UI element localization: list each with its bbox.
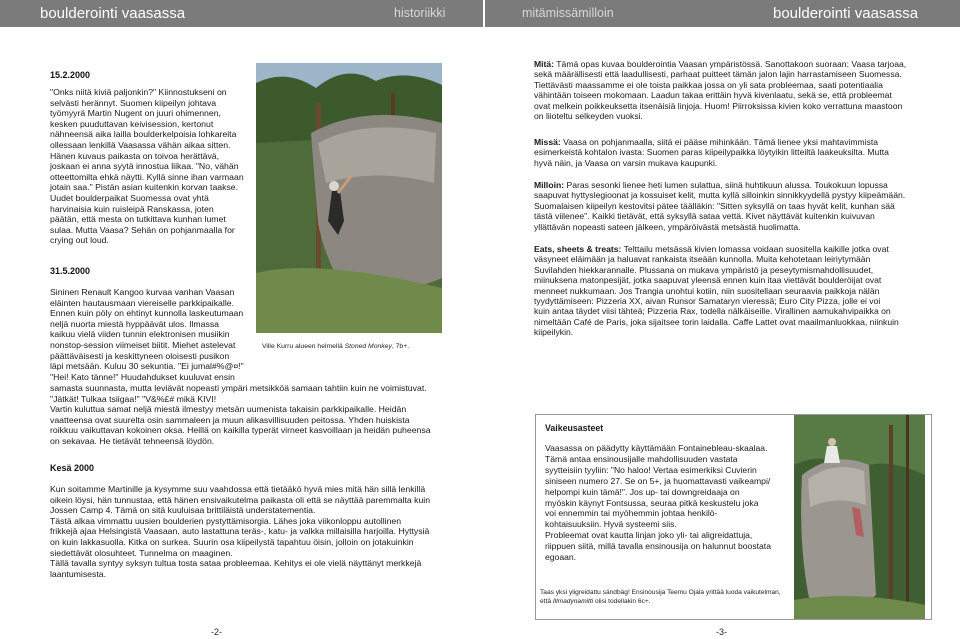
text-line: sekä määrällisesti että laadullisesti, parhaat puitteet tämän jalon lajin harrastamiseen Suomessa.: [534, 69, 902, 80]
text-line: Tämä antaa ensinousijalle mahdollisuuden vastata: [545, 453, 738, 464]
text-line: nähneensä aika lailla boulderkelpoisia lohkareita: [50, 129, 237, 140]
text-line: Jossen Camp 4. Tämä on sitä kuuluisaa brittiläistä understatementia.: [50, 505, 316, 516]
text-line: menneet nukkumaan. Jos Trangia unohtui kotiin, niin suositellaan seuraavia paikkoja nälän: [534, 285, 880, 296]
text-line: neljä nuorta miestä hyppäävät ulos. Ilmassa: [50, 318, 220, 329]
header-tab-what-where-when[interactable]: mitämissämilloin: [522, 6, 614, 20]
text-line: vaatteensa ovat suurelta osin sammaleen ja muun alikasvillisuuden peitossa. Yhden huiskista: [50, 414, 410, 425]
text-line: Probleemat ovat kautta linjan joko yli- tai aligreidattuja,: [545, 530, 753, 541]
text-line: siedettävät olosuhteet. Tunnelma on maaginen.: [50, 547, 233, 558]
entry-text: [50, 287, 250, 382]
text-line: harvinaisia kuin ruisleipä Ranskassa, joten: [50, 203, 214, 214]
text-line: "Onks niitä kiviä paljonkin?" Kiinnostukseni on: [50, 87, 227, 97]
text-line: hyvä näin, ja Vaasa on varsin mukava kaupunki.: [534, 157, 718, 168]
text-line: esimerkeistä kohtalon ivasta: Suomen paras kiipeilypaikka löytyikin litteiltä laakeuksilta. Mutta: [534, 147, 889, 158]
text-line: päätän, että mesta on tutkittava kunhan lumet: [50, 214, 226, 225]
page-number-right: -3-: [716, 627, 727, 637]
text-line: kuin antaa täydet viisi tähteä; Pizzeria Rax, todella nälkäiseille. Virallinen aamukahvipaikka on: [534, 306, 891, 317]
text-line: väsyneet eläimään ja haluavat rankaista itseään kunnolla. Muita kehotetaan leiriytymään: [534, 254, 871, 265]
text-line: Sininen Renault Kangoo kurvaa vanhan Vaasan: [50, 287, 235, 297]
text-line: myöskin käynyt Fontsussa, seuraa pitkä keskustelu joka: [545, 497, 759, 508]
guide-section-where: [534, 137, 934, 168]
header-title-left: boulderointi vaasassa: [40, 5, 186, 22]
text-line: miinuksena matonpesijät, jotka saapuvat yleensä ennen kuin itaa viettävät boulderöijat ovat: [534, 275, 882, 286]
entry-text: [50, 383, 450, 447]
text-line: työmyyrä Martin Nugent on juuri ohimennen,: [50, 108, 221, 119]
text-line: oikein löysi, hän tunnustaa, että hänen ensivaikutelma paikasta oli että se näyttää paremmalta kuin: [50, 494, 431, 505]
text-line: crying out loud.: [50, 235, 109, 246]
text-line: nonstop-session viimeiset biitit. Miehet astelevat: [50, 339, 236, 350]
climber-photo: [256, 63, 442, 333]
text-line: ollessaan lenkillä Vaasassa vähän aikaa sitten.: [50, 139, 231, 150]
entry-text: [50, 484, 450, 579]
text-line: Tiettävästi maassamme ei ole toista paikkaa jossa on yli sata probleemaa, saati potentiaalia: [534, 79, 883, 90]
text-line: frikkejä ajaa Helsingistä Vaasaan, auto lastattuna teräs-, katu- ja valkka millaisilla harjoilla. Hyttysiä: [50, 526, 430, 537]
text-line: selvästi herännyt. Suomen kiipeilyn johtava: [50, 97, 217, 108]
page-header: [0, 0, 960, 27]
text-line: on liioteltu selkeyden vuoksi.: [534, 111, 643, 122]
text-line: Hänen kuvaus paikasta on toivoa herättävä,: [50, 150, 220, 161]
header-divider: [483, 0, 485, 27]
text-line: yllättävän nopeasti sateen jälkeen, ympäröivästä metsästä huolimatta.: [534, 221, 801, 232]
text-line: kohtaisuuksiin. Hyvä systeemi siis.: [545, 519, 677, 530]
entry-date: Kesä 2000: [50, 463, 95, 473]
text-line: Tästä alkaa vimmattu uusien boulderien pystyttämisorgia. Lähes joka viikonloppu autollinen: [50, 515, 402, 526]
text-line: "Hei! Kato tänne!" Huudahdukset kuuluvat ensin: [50, 371, 235, 382]
guide-section-what: [534, 59, 934, 121]
text-line: "Jätkät! Tulkaa tsiigaa!" "V&%£# mikä KIVI!: [50, 393, 217, 404]
entry-date: 31.5.2000: [50, 266, 91, 276]
text-line: Milloin: Paras sesonki lienee heti lumen sulattua, siinä huhtikuun alussa. Toukokuun lopussa: [534, 180, 888, 190]
text-line: jotain saa." Pistän asian kuitenkin korvan taakse.: [50, 182, 239, 193]
text-line: läpi metsään. Kuluu 30 sekuntia. "Ei jumal#%@¤!": [50, 361, 244, 372]
text-line: kaikuu vielä viiden tunnin elektronisen musiikin: [50, 329, 230, 340]
text-line: Vaasassa on päädytty käyttämään Fontainebleau-skaalaa.: [545, 443, 768, 453]
page-number-left: -2-: [211, 627, 222, 637]
photo-caption: Ville Kurru alueen helmellä Stoned Monkey, 7b+.: [262, 343, 410, 350]
text-line: Eats, sheets & treats: Telttailu metsässä kivien lomassa voidaan suositella kaikille jotka ovat: [534, 244, 889, 254]
text-line: tyydyttämiseen: Pizzeria XX, aivan Runsor Samataryn vieressä; Euro City Pizza, jolle ei voi: [534, 296, 881, 307]
text-line: joskaan ei anna syytä innostua liikaa. "No, vähän: [50, 161, 239, 172]
text-line: eläinten hautausmaan viereiselle parkkipaikalle.: [50, 297, 234, 308]
text-line: egoaan.: [545, 552, 577, 563]
climber-photo-2: [794, 415, 925, 619]
entry-date: 15.2.2000: [50, 70, 91, 80]
text-line: roikkuu vaikuttavan kokoinen oksa. Heillä on kaikilla typerät virneet kasvoillaan ja heidän puheensa: [50, 425, 431, 436]
sidebar-text: [545, 443, 785, 563]
text-line: sulaa. Mutta Vaasa? Sehän on pohjanmaalla for: [50, 224, 235, 235]
entry-text: [50, 87, 250, 246]
text-line: nimeltään Café de Paris, joka sijaitsee torin laidalla. Caffe Lattet ovat maailmanluokkaa, niinkuin: [534, 316, 899, 327]
text-line: helpompi kuin tämä!". Jos up- tai downgreidaaja on: [545, 486, 740, 497]
header-title-right: boulderointi vaasassa: [773, 5, 919, 22]
header-tab-history[interactable]: historiikki: [394, 6, 446, 20]
text-line: kiipeilykin.: [534, 327, 574, 338]
text-line: Vartin kuluttua samat neljä miestä ilmestyy metsän uumenista takaisin parkkipaikalle. Heidän: [50, 404, 407, 415]
text-line: laantumisesta.: [50, 568, 107, 579]
guide-section-when: [534, 180, 934, 232]
text-line: Tällä tavalla syntyy syksyn tultua tosta sataa probleemaa. Kehitys ei ole vielä näyttänyt merkkejä: [50, 558, 422, 569]
text-line: riippuen siitä, millä tavalla ensinousija on halunnut boostata: [545, 541, 771, 552]
text-line: samasta suunnasta, mutta leviävät nopeasti ympäri metsikköä samaan tahtiin kuin ne voimistuvat.: [50, 383, 427, 393]
text-line: on sekavaa. He tietävät tehneensä löydön.: [50, 435, 215, 446]
text-line: päättäväisesti ja keskittyneen oloisesti pusikon: [50, 350, 230, 361]
text-line: otteettomilta ehkä näytti. Kyllä sinne ihan varmaan: [50, 171, 244, 182]
text-line: Mitä: Tämä opas kuvaa boulderointia Vaasan ympäristössä. Sanottakoon suoraan: Vaasa tarjoaa,: [534, 59, 907, 69]
text-line: kesken puuduttavan keivisession, kertonut: [50, 118, 214, 129]
text-line: ovat melkein poikkeuksetta itsenäisiä linjoja. Huom! Piirroksissa kivien koko verrattuna maastoon: [534, 100, 903, 111]
text-line: on kuin lakkasuolla. Kitka on surkea. Suurin osa kiipeilystä tapahtuu öisin, jolloin on jotakuinkin: [50, 536, 414, 547]
text-line: Missä: Vaasa on pohjanmaalla, siitä ei pääse mihinkään. Tämä lienee yksi mahtavimmista: [534, 137, 879, 147]
text-line: vähintään toiseen mokomaan. Laadun takaa erittäin hyvä kivenlaatu, sekä se, että probleemat: [534, 90, 892, 101]
text-line: Uudet boulderpaikat Suomessa ovat yhtä: [50, 192, 209, 203]
text-line: siniseen numero 27. Se on 5+, ja huomattavasti vaikeampi/: [545, 475, 771, 486]
text-line: tästä viilenee". Kaikki tietävät, että syksyllä sataa vettä. Kivet näyttävät kuitenkin kuivuvan: [534, 211, 875, 222]
sidebar-title: Vaikeusasteet: [545, 423, 604, 433]
text-line: Suvilahden hiekkarannalle. Plussana on mukava ympäristö ja peseytymismahdollisuudet,: [534, 264, 874, 275]
text-line: voi ennemmin tai myöhemmin johtaa henkilö-: [545, 508, 718, 519]
text-line: saapuvat hyttyslegioonat ja kossuiset kelit, mutta kyllä silloinkin sinnikkyydellä pystyy kiipeämään.: [534, 190, 906, 201]
text-line: syytteisiin tyyliin: "No haloo! Vertaa esimerkiksi Cuvierin: [545, 464, 757, 475]
text-line: Kun soitamme Martinille ja kysymme suu vaahdossa että tietääkö hyvä mies mitä hän sillä lenkillä: [50, 484, 426, 494]
text-line: Suomalaisen kiipeilyn kestovitsi pätee täälläkin: "Sitten syksyllä on taas hyvät kelit, kunhan sää: [534, 200, 895, 211]
grading-sidebar: [535, 414, 932, 620]
guide-section-eats: [534, 244, 934, 338]
text-line: Ennen kuin pöly on ehtinyt kunnolla laskeutumaan: [50, 308, 244, 319]
sidebar-photo-caption: Taas yksi yligreidattu sändbäg! Ensinousija Teemu Ojala yrittää luoda vaikutelman, että Illmadynamitti olisi todellakin 6c+.: [540, 589, 781, 605]
